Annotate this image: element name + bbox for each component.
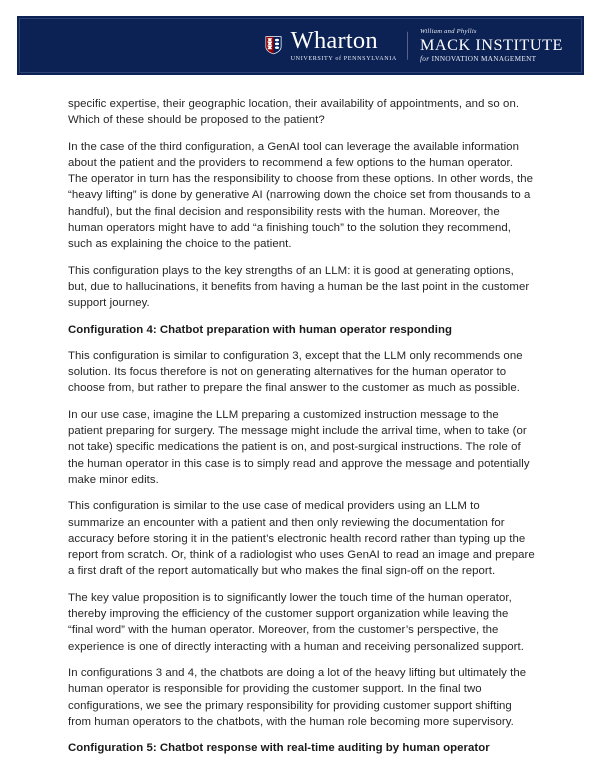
body-paragraph: In configurations 3 and 4, the chatbots are doing a lot of the heavy lifting but ultimately the human operator is responsible for providing the customer support. In the final two configurations, we see the primary responsibility for providing customer support shifting from human operators to the chatbots, with the human role becoming more supervisory. — [68, 666, 527, 728]
document-body — [68, 96, 535, 766]
body-paragraph: This configuration is similar to configuration 3, except that the LLM only recommends one solution. Its focus therefore is not on generating alternatives for the human operator to choose from, but rather to prepare the final answer to the customer as much as possible. — [68, 349, 523, 395]
wharton-word: Wharton — [290, 26, 378, 54]
body-paragraph: This configuration is similar to the use case of medical providers using an LLM to summarize an encounter with a patient and then only reviewing the documentation for accuracy before storing it in the patient’s electronic health record rather than typing up the report from scratch. Or, think of a radiologist who uses GenAI to read an image and prepare a first draft of the report automatically but who makes the final sign-off on the report. — [68, 500, 535, 578]
section-heading: Configuration 5: Chatbot response with real-time auditing by human operator — [68, 742, 490, 755]
wharton-wordmark — [290, 26, 397, 62]
body-paragraph: The key value proposition is to significantly lower the touch time of the human operator, thereby improving the efficiency of the customer support organization while leaving the “final word” with the human operator. Moreover, from the customer’s perspective, the experience is one of directly interacting with a human and receiving personalized support. — [68, 591, 524, 653]
mack-tagline — [420, 56, 563, 63]
penn-shield-icon — [265, 36, 282, 55]
header-banner — [16, 15, 585, 76]
wharton-subtitle: UNIVERSITY of PENNSYLVANIA — [290, 55, 397, 62]
mack-tagline-rest: INNOVATION MANAGEMENT — [431, 54, 537, 63]
mack-institute-wordmark — [418, 28, 563, 63]
body-paragraph: specific expertise, their geographic location, their availability of appointments, and so on. Which of these should be proposed to the patient? — [68, 98, 520, 127]
body-paragraph: This configuration plays to the key strengths of an LLM: it is good at generating options, but, due to hallucinations, it benefits from having a human be the last point in the customer support journey. — [68, 264, 530, 310]
mack-eyebrow: William and Phyllis — [419, 27, 477, 35]
section-heading: Configuration 4: Chatbot preparation with human operator responding — [68, 323, 453, 336]
logo-divider — [407, 31, 408, 60]
wharton-mack-logo-lockup — [265, 28, 563, 63]
mack-tagline-for: for — [419, 54, 430, 63]
mack-title: MACK INSTITUTE — [419, 35, 563, 54]
body-paragraph: In the case of the third configuration, a GenAI tool can leverage the available information about the patient and the providers to recommend a few options to the human operator. The operator in turn has the responsibility to choose from these options. In other words, the “heavy lifting” is done by generative AI (narrowing down the choice set from thousands to a handful), but the final decision and responsibility rests with the human. Moreover, the human operators might have to add “a finishing touch” to the solution they recommend, such as explaining the choice to the patient. — [68, 140, 533, 251]
body-paragraph: In our use case, imagine the LLM preparing a customized instruction message to the patient preparing for surgery. The message might include the arrival time, when to take (or not take) specific medications the patient is on, and post-surgical instructions. The role of the human operator in this case is to simply read and approve the message and potentially make minor edits. — [68, 408, 530, 486]
